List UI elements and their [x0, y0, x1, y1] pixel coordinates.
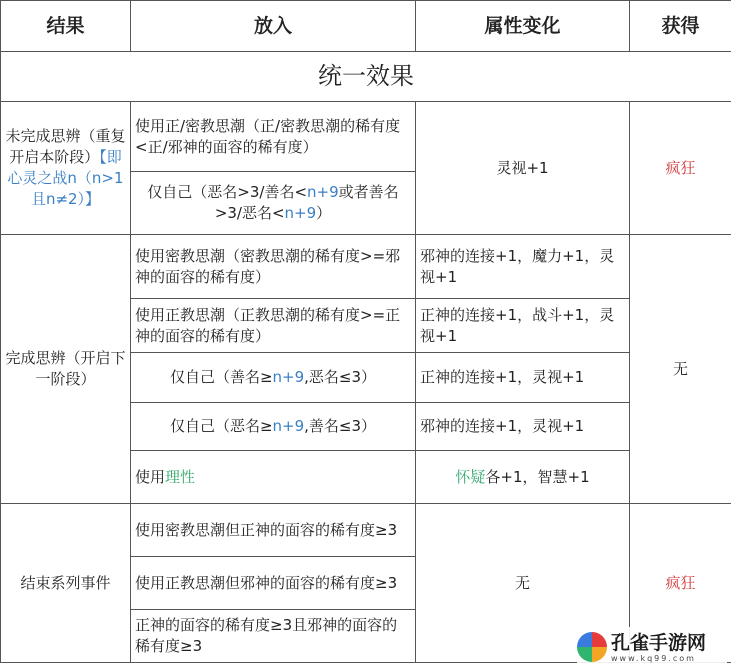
header-result: 结果 [1, 1, 131, 52]
put-cell: 使用理性 [131, 451, 416, 504]
section-title-row [1, 52, 731, 102]
watermark [577, 627, 727, 667]
put-cell: 仅自己（恶名≥n+9,善名≤3） [131, 403, 416, 451]
table-row [1, 504, 731, 557]
gain-cell: 疯狂 [630, 102, 731, 235]
put-cell: 正神的面容的稀有度≥3且邪神的面容的稀有度≥3 [131, 610, 416, 663]
attr-cell: 邪神的连接+1，灵视+1 [416, 403, 630, 451]
put-cell: 使用正教思潮但邪神的面容的稀有度≥3 [131, 557, 416, 610]
put-cell: 使用正教思潮（正教思潮的稀有度>=正神的面容的稀有度） [131, 299, 416, 353]
header-row [1, 1, 731, 52]
put-cell: 仅自己（恶名>3/善名<n+9或者善名>3/恶名<n+9） [131, 172, 416, 235]
put-cell: 使用密教思潮（密教思潮的稀有度>=邪神的面容的稀有度） [131, 235, 416, 299]
put-cell: 使用正/密教思潮（正/密教思潮的稀有度<正/邪神的面容的稀有度） [131, 102, 416, 172]
attr-cell: 灵视+1 [416, 102, 630, 235]
attr-cell: 无 [416, 504, 630, 663]
gain-cell: 疯狂 [630, 504, 731, 663]
put-cell: 使用密教思潮但正神的面容的稀有度≥3 [131, 504, 416, 557]
peacock-logo-icon [577, 632, 607, 662]
put-cell: 仅自己（善名≥n+9,恶名≤3） [131, 353, 416, 403]
header-attr: 属性变化 [416, 1, 630, 52]
result-cell-finished: 完成思辨（开启下一阶段） [1, 235, 131, 504]
attr-cell: 怀疑各+1，智慧+1 [416, 451, 630, 504]
section-title: 统一效果 [1, 52, 731, 102]
attr-cell: 邪神的连接+1，魔力+1，灵视+1 [416, 235, 630, 299]
table-row [1, 235, 731, 299]
attr-cell: 正神的连接+1，灵视+1 [416, 353, 630, 403]
watermark-text: 孔雀手游网 www.kq99.com [611, 631, 707, 663]
table-row [1, 102, 731, 172]
result-cell-unfinished: 未完成思辨（重复开启本阶段）【即心灵之战n（n>1且n≠2）】 [1, 102, 131, 235]
attr-cell: 正神的连接+1，战斗+1，灵视+1 [416, 299, 630, 353]
header-put: 放入 [131, 1, 416, 52]
result-cell-end: 结束系列事件 [1, 504, 131, 663]
gain-cell: 无 [630, 235, 731, 504]
header-gain: 获得 [630, 1, 731, 52]
